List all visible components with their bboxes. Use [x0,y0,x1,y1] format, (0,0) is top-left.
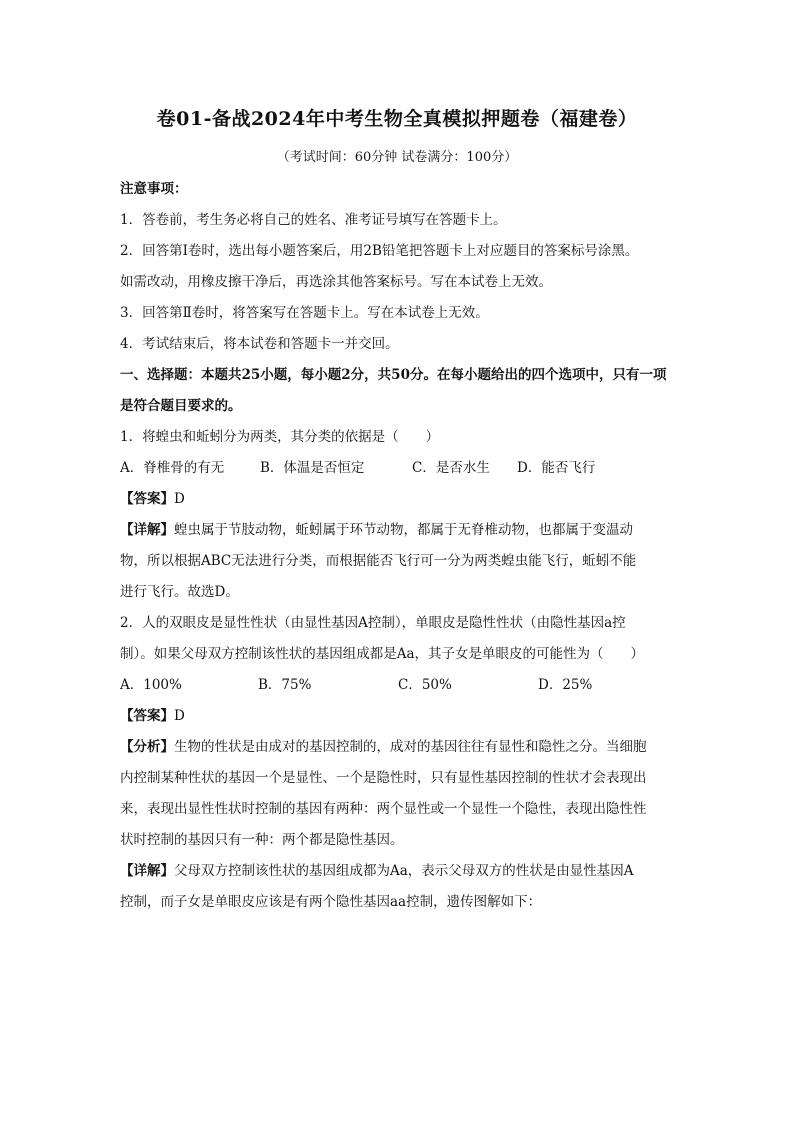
answer-tag: 【答案】 [120,708,174,724]
option-a: A．100% [120,677,182,693]
option-d: D．能否飞行 [517,460,596,476]
question-2-options [120,670,680,701]
question-1-stem: 1．将蝗虫和蚯蚓分为两类，其分类的依据是（ ） [120,429,440,445]
page-title: 卷01-备战2024年中考生物全真模拟押题卷（福建卷） [156,108,638,130]
option-c: C．是否水生 [412,460,490,476]
analysis-text: 生物的性状是由成对的基因控制的，成对的基因往往有显性和隐性之分。当细胞 [174,739,647,755]
detail-tag: 【详解】 [120,863,174,879]
detail-text: 进行飞行。故选D。 [120,584,239,600]
document-body [120,174,680,918]
notice-item: 1．答卷前，考生务必将自己的姓名、准考证号填写在答题卡上。 [120,212,507,228]
question-1-options [120,453,680,484]
question-2-detail [120,856,680,887]
question-1-answer [120,484,680,515]
question-2-answer [120,701,680,732]
exam-info: （考试时间：60分钟 试卷满分：100分） [276,150,518,165]
notice-item: 4．考试结束后，将本试卷和答题卡一并交回。 [120,336,399,352]
question-2-stem-cont: 制）。如果父母双方控制该性状的基因组成都是Aa，其子女是单眼皮的可能性为（ ） [120,646,645,662]
question-2-stem: 2．人的双眼皮是显性性状（由显性基因A控制），单眼皮是隐性性状（由隐性基因a控 [120,615,626,631]
option-a: A．脊椎骨的有无 [120,460,225,476]
analysis-text: 内控制某种性状的基因一个是显性、一个是隐性时，只有显性基因控制的性状才会表现出 [120,770,647,786]
option-d: D．25% [538,677,593,693]
notice-item: 如需改动，用橡皮擦干净后，再选涂其他答案标号。写在本试卷上无效。 [120,274,552,290]
notice-heading: 注意事项： [120,181,188,197]
section-heading-cont: 是符合题目要求的。 [120,398,242,414]
notice-item: 2．回答第Ⅰ卷时，选出每小题答案后，用2B铅笔把答题卡上对应题目的答案标号涂黑。 [120,243,639,259]
analysis-tag: 【分析】 [120,739,174,755]
answer-tag: 【答案】 [120,491,174,507]
detail-text: 物，所以根据ABC无法进行分类，而根据能否飞行可一分为两类蝗虫能飞行，蚯蚓不能 [120,553,637,569]
analysis-text: 来，表现出显性性状时控制的基因有两种：两个显性或一个显性一个隐性，表现出隐性性 [120,801,647,817]
answer-value: D [174,708,185,724]
question-2-analysis [120,732,680,763]
detail-tag: 【详解】 [120,522,174,538]
section-heading: 一、选择题：本题共25小题，每小题2分，共50分。在每小题给出的四个选项中，只有一项 [120,367,667,383]
answer-value: D [174,491,185,507]
option-b: B．75% [258,677,312,693]
analysis-text: 状时控制的基因只有一种：两个都是隐性基因。 [120,832,404,848]
detail-text: 父母双方控制该性状的基因组成都为Aa，表示父母双方的性状是由显性基因A [174,863,634,879]
detail-text: 控制，而子女是单眼皮应该是有两个隐性基因aa控制，遗传图解如下： [120,894,542,910]
option-c: C．50% [398,677,452,693]
question-1-detail [120,515,680,546]
detail-text: 蝗虫属于节肢动物，蚯蚓属于环节动物，都属于无脊椎动物，也都属于变温动 [174,522,633,538]
option-b: B．体温是否恒定 [260,460,365,476]
notice-item: 3．回答第Ⅱ卷时，将答案写在答题卡上。写在本试卷上无效。 [120,305,489,321]
